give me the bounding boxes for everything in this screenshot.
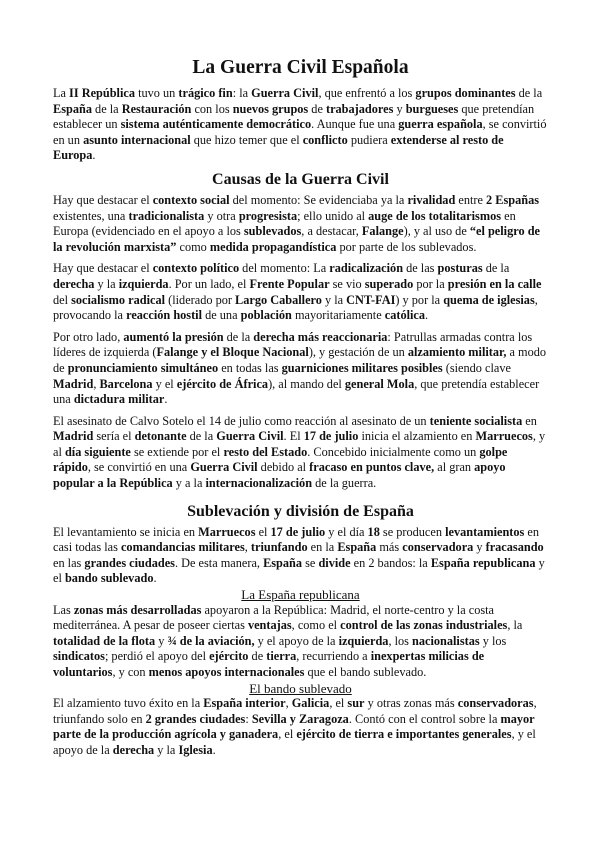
bold-term: 2 Españas [486,192,540,207]
bold-term: detonante [134,429,187,444]
text-run: por parte de los sublevados. [336,239,477,254]
bold-term: asunto internacional [83,132,191,147]
text-run: en las [53,555,85,570]
bold-term: contexto político [152,261,240,276]
subheading-republican-spain: La España republicana [241,587,360,603]
bold-term: teniente socialista [429,413,523,428]
text-run: ), al mando del [268,376,345,391]
text-run: y el día [325,524,368,539]
text-run: . El [283,429,304,444]
bold-term: España [53,101,92,116]
text-run: en 2 bandos: la [350,555,431,570]
text-run: apoyaron a la República: Madrid, el norte-centro y la costa mediterránea. A pesar de poseer ciertas [53,602,495,633]
bold-term: nacionalistas [412,633,480,648]
text-run: , recurriendo a [296,649,371,664]
text-run: existentes, una [53,208,129,223]
text-run: , y al [53,429,546,459]
bold-term: derecha [112,742,155,757]
text-run: ; perdió el apoyo del [104,649,210,664]
text-run: se vio [329,276,365,291]
bold-term: resto del Estado [223,444,308,459]
text-run: mayoritariamente [291,308,385,323]
bold-term: totalidad de la flota [53,633,156,648]
text-run: a modo de [53,345,547,375]
text-run: debido al [257,460,310,475]
text-run: y [155,633,168,648]
bold-term: levantamientos [445,524,525,539]
text-run: y la [154,742,179,757]
text-run: ) y por la [395,292,444,307]
text-run: de la [482,261,510,276]
text-run: y a la [172,476,206,491]
text-run: . [425,308,429,323]
bold-term: triunfando [250,540,308,555]
text-run: al gran [434,460,475,475]
text-run: , y el apoyo de la [53,727,536,757]
text-run: en casi todas las [53,524,540,555]
text-run: que el bando sublevado. [304,665,427,679]
causes-paragraph-trigger [53,414,548,492]
text-run: que hizo temer que el [190,132,303,147]
bold-term: 18 [367,524,380,539]
bold-term: ventajas [247,618,292,633]
text-run: con los [191,101,233,116]
bold-term: Restauración [121,101,192,116]
text-run: , triunfando solo en [53,696,537,726]
bold-term: presión en la calle [447,276,542,291]
text-run: sería el [93,429,135,444]
text-run: del momento: La [239,261,330,276]
text-run: y el apoyo de la [254,633,339,648]
bold-term: Iglesia [178,742,213,757]
bold-term: trabajadores [325,101,394,116]
republican-paragraph [53,603,548,681]
text-run: y otra [204,208,239,223]
bold-term: grandes ciudades [84,555,175,570]
bold-term: izquierda [338,633,389,648]
text-run: : [245,711,252,726]
bold-term: menos apoyos internacionales [148,665,305,679]
text-run: en la [307,540,338,555]
text-run: tuvo un [135,86,179,100]
document-title: La Guerra Civil Española [192,57,409,78]
text-run: . [153,571,157,586]
bold-term: conflicto [302,132,348,147]
text-run: entre [455,192,487,207]
section-heading-causes: Causas de la Guerra Civil [212,170,389,188]
text-run: Por otro lado, [53,329,124,344]
bold-term: España interior [203,696,286,711]
bold-term: bando sublevado [64,571,154,586]
bold-term: derecha [53,276,95,291]
text-run: . Contó con el control sobre la [348,711,501,726]
text-run: ), y gestación de un [308,345,408,360]
bold-term: guerra española [398,117,483,132]
bold-term: nuevos grupos [232,101,309,116]
text-run: , los [388,633,413,648]
bold-term: sindicatos [53,649,105,664]
causes-paragraph-political [53,261,548,323]
text-run: de la [515,86,543,100]
bold-term: conservadoras [457,696,534,711]
bold-term: control de las zonas industriales [340,618,508,633]
text-run: El alzamiento tuvo éxito en la [53,696,204,711]
bold-term: Guerra Civil [251,86,319,100]
text-run: y los [479,633,507,648]
text-run: de la [91,101,122,116]
text-run: . Aunque fue una [311,117,399,132]
bold-term: sur [347,696,365,711]
bold-term: extenderse al resto de Europa [53,132,504,163]
text-run: . [92,148,96,163]
text-run: ; ello unido al [297,208,369,223]
bold-term: sublevados [243,224,302,239]
bold-term: España [337,540,377,555]
intro-paragraph [53,86,548,164]
text-run: , el [329,696,348,711]
bold-term: contexto social [152,192,230,207]
text-run: , se convirtió en una [87,460,191,475]
bold-term: CNT-FAI [346,292,396,307]
bold-term: día siguiente [64,444,131,459]
text-run: Las [53,602,74,617]
bold-term: quema de iglesias [443,292,535,307]
text-run: , [244,540,251,555]
bold-term: conservadora [402,540,474,555]
text-run: de [308,101,326,116]
bold-term: Madrid [53,376,94,391]
text-run: y [393,101,406,116]
bold-term: fracasando [485,540,544,555]
text-run: de la [223,329,254,344]
rebel-paragraph [53,696,548,758]
text-run: en [522,413,537,428]
text-run: , provocando la [53,292,538,323]
bold-term: ejército de África [176,376,269,391]
text-run: inicia el alzamiento en [358,429,476,444]
bold-term: Marruecos [198,524,256,539]
bold-term: reacción hostil [126,308,203,323]
bold-term: inexpertas milicias de voluntarios [53,649,485,679]
text-run: , [93,376,100,391]
text-run: (siendo clave [442,360,511,375]
bold-term: España [263,555,303,570]
text-run: : la [232,86,252,100]
bold-term: Frente Popular [249,276,330,291]
bold-term: 17 de julio [270,524,326,539]
text-run: de la [186,429,217,444]
bold-term: Guerra Civil [216,429,284,444]
bold-term: Largo Caballero [235,292,322,307]
section-heading-uprising: Sublevación y división de España [187,502,414,520]
text-run: pudiera [347,132,391,147]
bold-term: rivalidad [407,192,456,207]
text-run: , y con [112,665,149,679]
text-run: . Por un lado, el [168,276,250,291]
text-run: : Patrullas armadas contra los líderes de izquierda ( [53,329,533,360]
bold-term: socialismo radical [71,292,166,307]
text-run: . Concebido inicialmente como un [307,444,480,459]
bold-term: zonas más desarrolladas [73,602,202,617]
bold-term: 2 grandes ciudades [145,711,246,726]
text-run: y la [94,276,119,291]
bold-term: golpe rápido [53,444,508,475]
bold-term: sistema auténticamente democrático [120,117,312,132]
bold-term: general Mola [344,376,415,391]
bold-term: divide [318,555,351,570]
text-run: El levantamiento se inicia en [53,524,199,539]
text-run: , a destacar, [301,224,362,239]
text-run: Hay que destacar el [53,192,153,207]
bold-term: izquierda [118,276,169,291]
text-run: de [248,649,267,664]
bold-term: Guerra Civil [190,460,258,475]
text-run: , que pretendía establecer una [53,376,540,407]
text-run: que pretendían establecer un [53,101,535,132]
bold-term: Madrid [53,429,94,444]
bold-term: derecha más reaccionaria [253,329,388,344]
bold-term: radicalización [329,261,404,276]
uprising-paragraph [53,525,548,587]
bold-term: “el peligro de la revolución marxista” [53,224,540,254]
bold-term: población [240,308,292,323]
text-run: Hay que destacar el [53,261,153,276]
text-run: (liderado por [165,292,236,307]
text-run: de la guerra. [312,476,377,491]
bold-term: Galicia [291,696,330,711]
bold-term: superado [364,276,414,291]
bold-term: fracaso en puntos clave, [309,460,435,475]
bold-term: burgueses [405,101,459,116]
causes-paragraph-right [53,330,548,408]
text-run: como [176,239,210,254]
bold-term: Marruecos [475,429,533,444]
bold-term: apoyo popular a la República [53,460,506,491]
text-run: ), y al uso de [403,224,470,239]
text-run: se producen [379,524,446,539]
bold-term: trágico fin [178,86,233,100]
text-run: el [255,524,271,539]
text-run: más [376,540,403,555]
causes-paragraph-social [53,193,548,255]
bold-term: aumentó la presión [123,329,224,344]
bold-term: Falange y el Bloque Nacional [156,345,309,360]
text-run: La [53,86,70,100]
text-run: y la [321,292,347,307]
bold-term: tierra [266,649,297,664]
text-run: del [53,292,72,307]
text-run: , [285,696,292,711]
bold-term: tradicionalista [128,208,205,223]
bold-term: grupos dominantes [415,86,516,100]
text-run: El asesinato de Calvo Sotelo el 14 de julio como reacción al asesinato de un [53,413,430,428]
bold-term: 17 de julio [303,429,359,444]
bold-term: Falange [361,224,404,239]
bold-term: mayor parte de la producción agrícola y ganadera [53,711,535,742]
text-run: , que enfrentó a los [318,86,416,100]
text-run: se [302,555,319,570]
bold-term: medida propagandística [209,239,337,254]
bold-term: católica [384,308,426,323]
text-run: en Europa (evidenciado en el apoyo a los [53,208,516,239]
text-run: y otras zonas más [364,696,458,711]
bold-term: dictadura militar [73,392,165,407]
text-run: . De esta manera, [174,555,264,570]
bold-term: Sevilla y Zaragoza [251,711,349,726]
bold-term: II República [69,86,135,100]
subheading-rebel-side: El bando sublevado [249,680,352,696]
text-run: de una [202,308,241,323]
bold-term: posturas [437,261,483,276]
bold-term: internacionalización [205,476,313,491]
text-run: y [473,540,486,555]
bold-term: ejército [209,649,249,664]
bold-term: guarniciones militares posibles [281,360,443,375]
text-run: de las [403,261,438,276]
bold-term: ¾ de la aviación, [167,633,255,648]
text-run: , como el [291,618,341,633]
text-run: y el [53,555,545,586]
text-run: . [164,392,168,407]
text-run: por la [413,276,448,291]
bold-term: alzamiento militar, [407,345,507,360]
text-run: . [212,742,216,757]
bold-term: auge de los totalitarismos [368,208,502,223]
bold-term: ejército de tierra e importantes generales [296,727,512,742]
text-run: y el [152,376,177,391]
text-run: , se convirtió en un [53,117,547,147]
bold-term: pronunciamiento simultáneo [67,360,219,375]
text-run: en todas las [218,360,282,375]
text-run: se extiende por el [130,444,224,459]
bold-term: España republicana [430,555,536,570]
text-run: , el [278,727,297,742]
text-run: , la [507,618,523,633]
text-run: del momento: Se evidenciaba ya la [229,192,408,207]
bold-term: progresista [238,208,298,223]
bold-term: comandancias militares [120,540,245,555]
bold-term: Barcelona [99,376,153,391]
